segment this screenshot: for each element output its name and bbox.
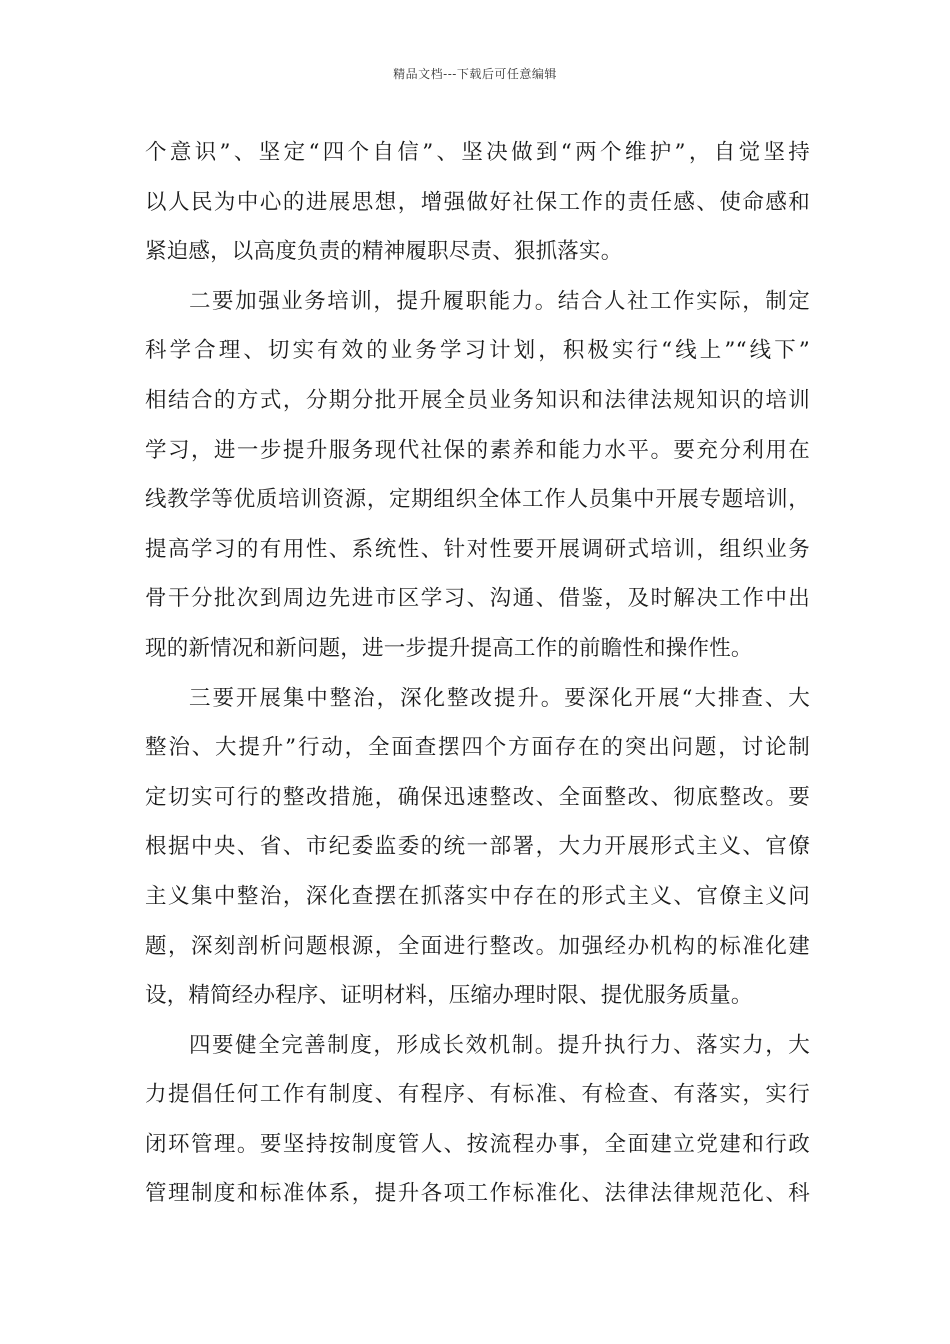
text-line: 闭环管理。要坚持按制度管人、按流程办事，全面建立党建和行政 xyxy=(145,1131,810,1157)
text-line: 力提倡任何工作有制度、有程序、有标准、有检查、有落实，实行 xyxy=(145,1082,810,1108)
paragraph-start-line: 二要加强业务培训，提升履职能力。结合人社工作实际，制定 xyxy=(189,288,810,314)
page-header: 精品文档---下载后可任意编辑 xyxy=(393,67,557,81)
text-line: 学习，进一步提升服务现代社保的素养和能力水平。要充分利用在 xyxy=(145,437,810,463)
text-line: 紧迫感，以高度负责的精神履职尽责、狠抓落实。 xyxy=(145,239,623,265)
text-line: 根据中央、省、市纪委监委的统一部署，大力开展形式主义、官僚 xyxy=(145,834,810,860)
text-line: 整治、大提升”行动，全面查摆四个方面存在的突出问题，讨论制 xyxy=(145,735,810,761)
text-line: 设，精简经办程序、证明材料，压缩办理时限、提优服务质量。 xyxy=(145,983,753,1009)
text-line: 科学合理、切实有效的业务学习计划，积极实行“线上”“线下” xyxy=(145,338,810,364)
text-line: 管理制度和标准体系，提升各项工作标准化、法律法律规范化、科 xyxy=(145,1181,810,1207)
text-line: 相结合的方式，分期分批开展全员业务知识和法律法规知识的培训 xyxy=(145,387,810,413)
text-line: 主义集中整治，深化查摆在抓落实中存在的形式主义、官僚主义问 xyxy=(145,883,810,909)
text-line: 定切实可行的整改措施，确保迅速整改、全面整改、彻底整改。要 xyxy=(145,784,810,810)
text-line: 以人民为中心的进展思想，增强做好社保工作的责任感、使命感和 xyxy=(145,189,810,215)
text-line: 提高学习的有用性、系统性、针对性要开展调研式培训，组织业务 xyxy=(145,536,810,562)
text-line: 题，深刻剖析问题根源，全面进行整改。加强经办机构的标准化建 xyxy=(145,933,810,959)
text-line: 个意识”、坚定“四个自信”、坚决做到“两个维护”，自觉坚持 xyxy=(145,140,810,165)
text-line: 线教学等优质培训资源，定期组织全体工作人员集中开展专题培训， xyxy=(145,487,810,513)
paragraph-start-line: 四要健全完善制度，形成长效机制。提升执行力、落实力，大 xyxy=(189,1032,810,1058)
text-line: 骨干分批次到周边先进市区学习、沟通、借鉴，及时解决工作中出 xyxy=(145,586,810,612)
text-line: 现的新情况和新问题，进一步提升提高工作的前瞻性和操作性。 xyxy=(145,635,753,661)
paragraph-start-line: 三要开展集中整治，深化整改提升。要深化开展“大排查、大 xyxy=(189,685,810,711)
document-body xyxy=(145,128,810,1219)
